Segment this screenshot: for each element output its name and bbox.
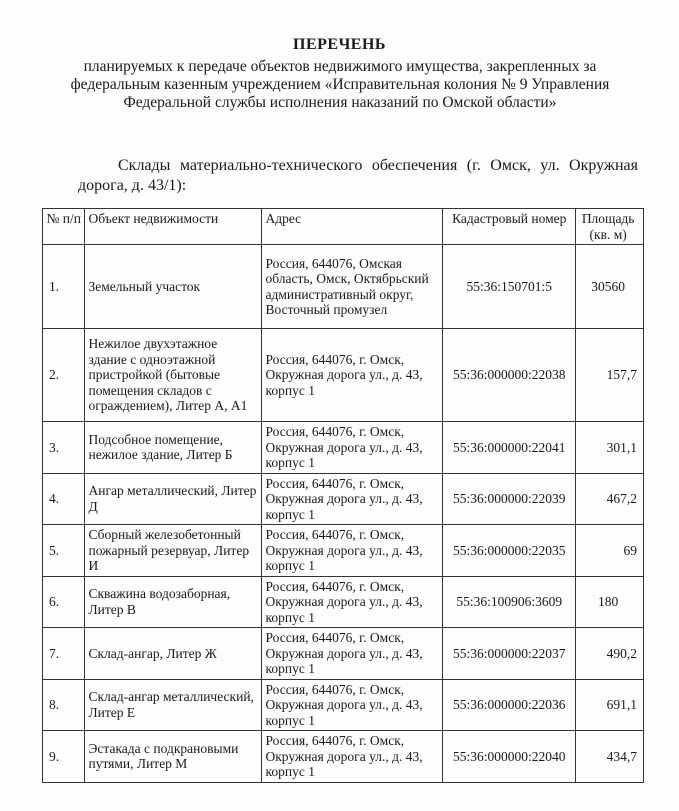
cell-address: Россия, 644076, г. Омск, Окружная дорога ул., д. 43, корпус 1	[262, 576, 443, 628]
cell-cadastral: 55:36:100906:3609	[443, 576, 576, 628]
document-subtitle: планируемых к передаче объектов недвижимого имущества, закрепленных за федеральным казенным учреждением «Исправительная колония № 9 Управления Федеральной службы исполнения наказаний по Омской области»	[70, 58, 610, 111]
cell-num: 2.	[43, 329, 85, 422]
cell-object: Земельный участок	[85, 245, 262, 329]
cell-cadastral: 55:36:000000:22040	[443, 731, 576, 783]
cell-object: Нежилое двухэтажное здание с одноэтажной пристройкой (бытовые помещения складов с ограждением), Литер А, А1	[85, 329, 262, 422]
table-row	[43, 422, 644, 474]
cell-address: Россия, 644076, г. Омск, Окружная дорога ул., д. 43, корпус 1	[262, 473, 443, 525]
header-object: Объект недвижимости	[85, 209, 262, 245]
header-area: Площадь (кв. м)	[576, 209, 644, 245]
cell-cadastral: 55:36:000000:22037	[443, 628, 576, 680]
cell-area: 157,7	[576, 329, 644, 422]
cell-cadastral: 55:36:000000:22038	[443, 329, 576, 422]
table-row	[43, 679, 644, 731]
cell-num: 5.	[43, 525, 85, 577]
cell-area: 490,2	[576, 628, 644, 680]
cell-object: Сборный железобетонный пожарный резервуар, Литер И	[85, 525, 262, 577]
cell-num: 3.	[43, 422, 85, 474]
cell-num: 6.	[43, 576, 85, 628]
cell-address: Россия, 644076, Омская область, Омск, Октябрьский административный округ, Восточный промузел	[262, 245, 443, 329]
cell-num: 8.	[43, 679, 85, 731]
cell-object: Скважина водозаборная, Литер В	[85, 576, 262, 628]
cell-area: 30560	[576, 245, 644, 329]
table-row	[43, 329, 644, 422]
cell-cadastral: 55:36:000000:22035	[443, 525, 576, 577]
header-num: № п/п	[43, 209, 85, 245]
cell-area: 69	[576, 525, 644, 577]
cell-object: Ангар металлический, Литер Д	[85, 473, 262, 525]
cell-address: Россия, 644076, г. Омск, Окружная дорога ул., д. 43, корпус 1	[262, 731, 443, 783]
table-row	[43, 576, 644, 628]
cell-address: Россия, 644076, г. Омск, Окружная дорога ул., д. 43, корпус 1	[262, 525, 443, 577]
cell-area: 301,1	[576, 422, 644, 474]
cell-cadastral: 55:36:000000:22039	[443, 473, 576, 525]
document-title: ПЕРЕЧЕНЬ	[293, 36, 386, 53]
property-table	[42, 208, 644, 783]
cell-area: 180	[576, 576, 644, 628]
header-address: Адрес	[262, 209, 443, 245]
table-row	[43, 525, 644, 577]
cell-cadastral: 55:36:000000:22041	[443, 422, 576, 474]
table-row	[43, 731, 644, 783]
cell-address: Россия, 644076, г. Омск, Окружная дорога ул., д. 43, корпус 1	[262, 329, 443, 422]
table-row	[43, 473, 644, 525]
cell-object: Подсобное помещение, нежилое здание, Литер Б	[85, 422, 262, 474]
cell-area: 434,7	[576, 731, 644, 783]
cell-address: Россия, 644076, г. Омск, Окружная дорога ул., д. 43, корпус 1	[262, 422, 443, 474]
cell-num: 4.	[43, 473, 85, 525]
cell-cadastral: 55:36:150701:5	[443, 245, 576, 329]
cell-address: Россия, 644076, г. Омск, Окружная дорога ул., д. 43, корпус 1	[262, 628, 443, 680]
cell-area: 691,1	[576, 679, 644, 731]
cell-num: 9.	[43, 731, 85, 783]
table-row	[43, 628, 644, 680]
cell-object: Склад-ангар металлический, Литер Е	[85, 679, 262, 731]
cell-object: Склад-ангар, Литер Ж	[85, 628, 262, 680]
cell-object: Эстакада с подкрановыми путями, Литер М	[85, 731, 262, 783]
section-intro: Склады материально-технического обеспечения (г. Омск, ул. Окружная дорога, д. 43/1):	[78, 157, 638, 194]
cell-num: 1.	[43, 245, 85, 329]
header-cadastral: Кадастровый номер	[443, 209, 576, 245]
table-header-row	[43, 209, 644, 245]
cell-address: Россия, 644076, г. Омск, Окружная дорога ул., д. 43, корпус 1	[262, 679, 443, 731]
cell-num: 7.	[43, 628, 85, 680]
table-row	[43, 245, 644, 329]
cell-area: 467,2	[576, 473, 644, 525]
cell-cadastral: 55:36:000000:22036	[443, 679, 576, 731]
